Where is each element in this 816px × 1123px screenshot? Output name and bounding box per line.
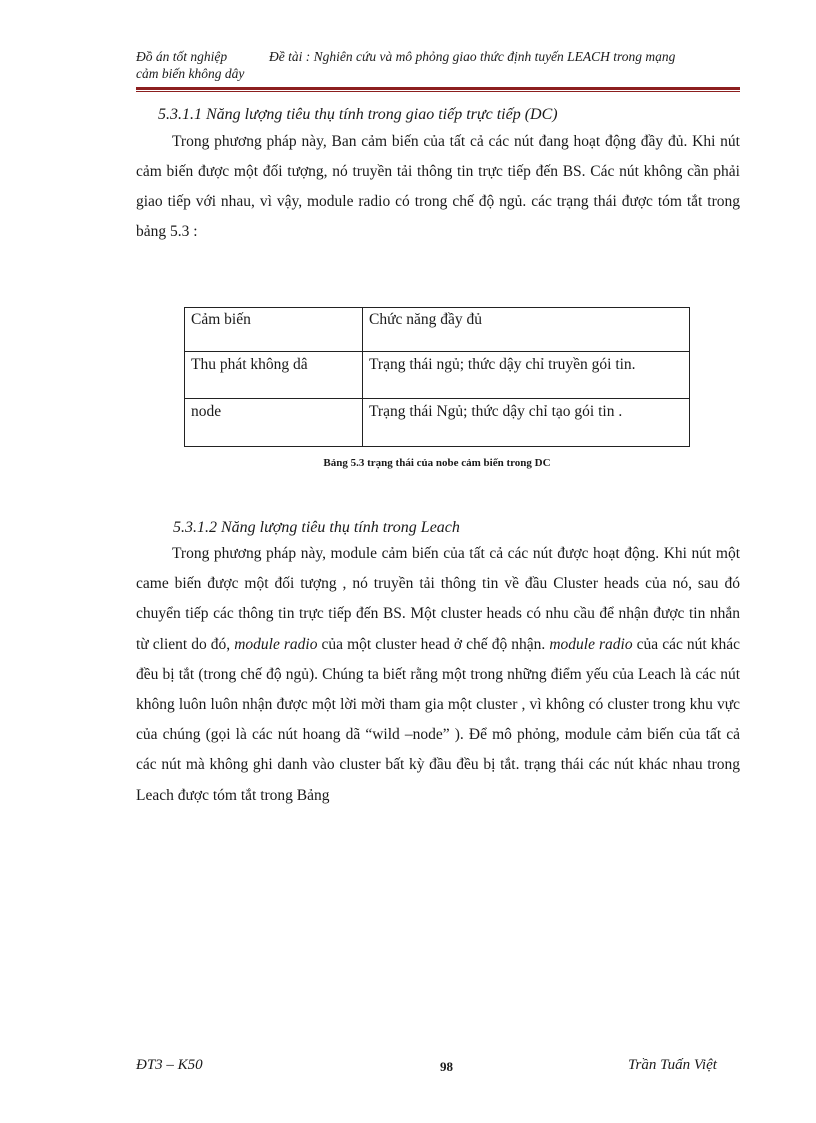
table-cell: node [185,399,363,447]
header-rule-thin [136,91,740,92]
section2-text-a: Trong phương pháp này, module cảm biến của tất cả các nút được hoạt động. Khi nút một came biến được một đối tượng , nó truyền tải thông tin về đầu Cluster heads của nó, sau đó chuyển tiếp các thông tin trực tiếp đến BS. Một cluster heads có nhu cầu để nhận được tin nhắn từ client do đó, [136,545,740,653]
section-heading-5-3-1-2: 5.3.1.2 Năng lượng tiêu thụ tính trong Leach [173,519,460,536]
section-heading-5-3-1-1: 5.3.1.1 Năng lượng tiêu thụ tính trong giao tiếp trực tiếp (DC) [158,106,558,123]
table-cell: Cảm biến [185,308,363,352]
state-table [184,307,690,447]
table-row [185,399,690,447]
footer-class: ĐT3 – K50 [136,1057,203,1073]
table-row [185,308,690,352]
table-cell: Thu phát không dâ [185,352,363,399]
section1-paragraph [136,127,740,247]
header-title-line2: cảm biến không dây [136,66,245,81]
table-caption: Bảng 5.3 trạng thái của nobe cảm biến trong DC [323,457,551,469]
table-cell: Chức năng đầy đủ [363,308,690,352]
section1-text: Trong phương pháp này, Ban cảm biến của tất cả các nút đang hoạt động đầy đủ. Khi nút cảm biến được một đối tượng, nó truyền tải thông tin trực tiếp đến BS. Các nút không cần phải giao tiếp với nhau, vì vậy, module radio có trong chế độ ngủ. các trạng thái được tóm tắt trong bảng 5.3 : [136,133,740,240]
table-row [185,352,690,399]
header-label: Đồ án tốt nghiệp [136,49,228,64]
section2-term-2: module radio [549,635,633,653]
table-cell: Trạng thái ngủ; thức dậy chỉ truyền gói tin. [363,352,690,399]
section2-text-c: của các nút khác đều bị tắt (trong chế độ ngủ). Chúng ta biết rằng một trong những điểm yếu của Leach là các nút không luôn luôn nhận được một lời mời tham gia một cluster , vì không có cluster trong khu vực của chúng (gọi là các nút hoang dã “wild –node” ). Để mô phỏng, module cảm biến của tất cả các nút mà không ghi danh vào cluster bất kỳ đầu đều bị tắt. trạng thái các nút khác nhau trong Leach được tóm tắt trong Bảng [136,635,741,804]
section2-text-b: của một cluster head ở chế độ nhận. [317,635,550,653]
section2-paragraph [136,539,740,811]
section2-term-1: module radio [234,635,318,653]
header-title-line1: Đề tài : Nghiên cứu và mô phỏng giao thức định tuyến LEACH trong mạng [269,49,676,64]
footer-author: Trần Tuấn Việt [628,1057,717,1073]
page-header [136,48,746,82]
header-rule-thick [136,87,740,90]
table-cell: Trạng thái Ngủ; thức dậy chỉ tạo gói tin . [363,399,690,447]
page-number: 98 [440,1059,453,1074]
